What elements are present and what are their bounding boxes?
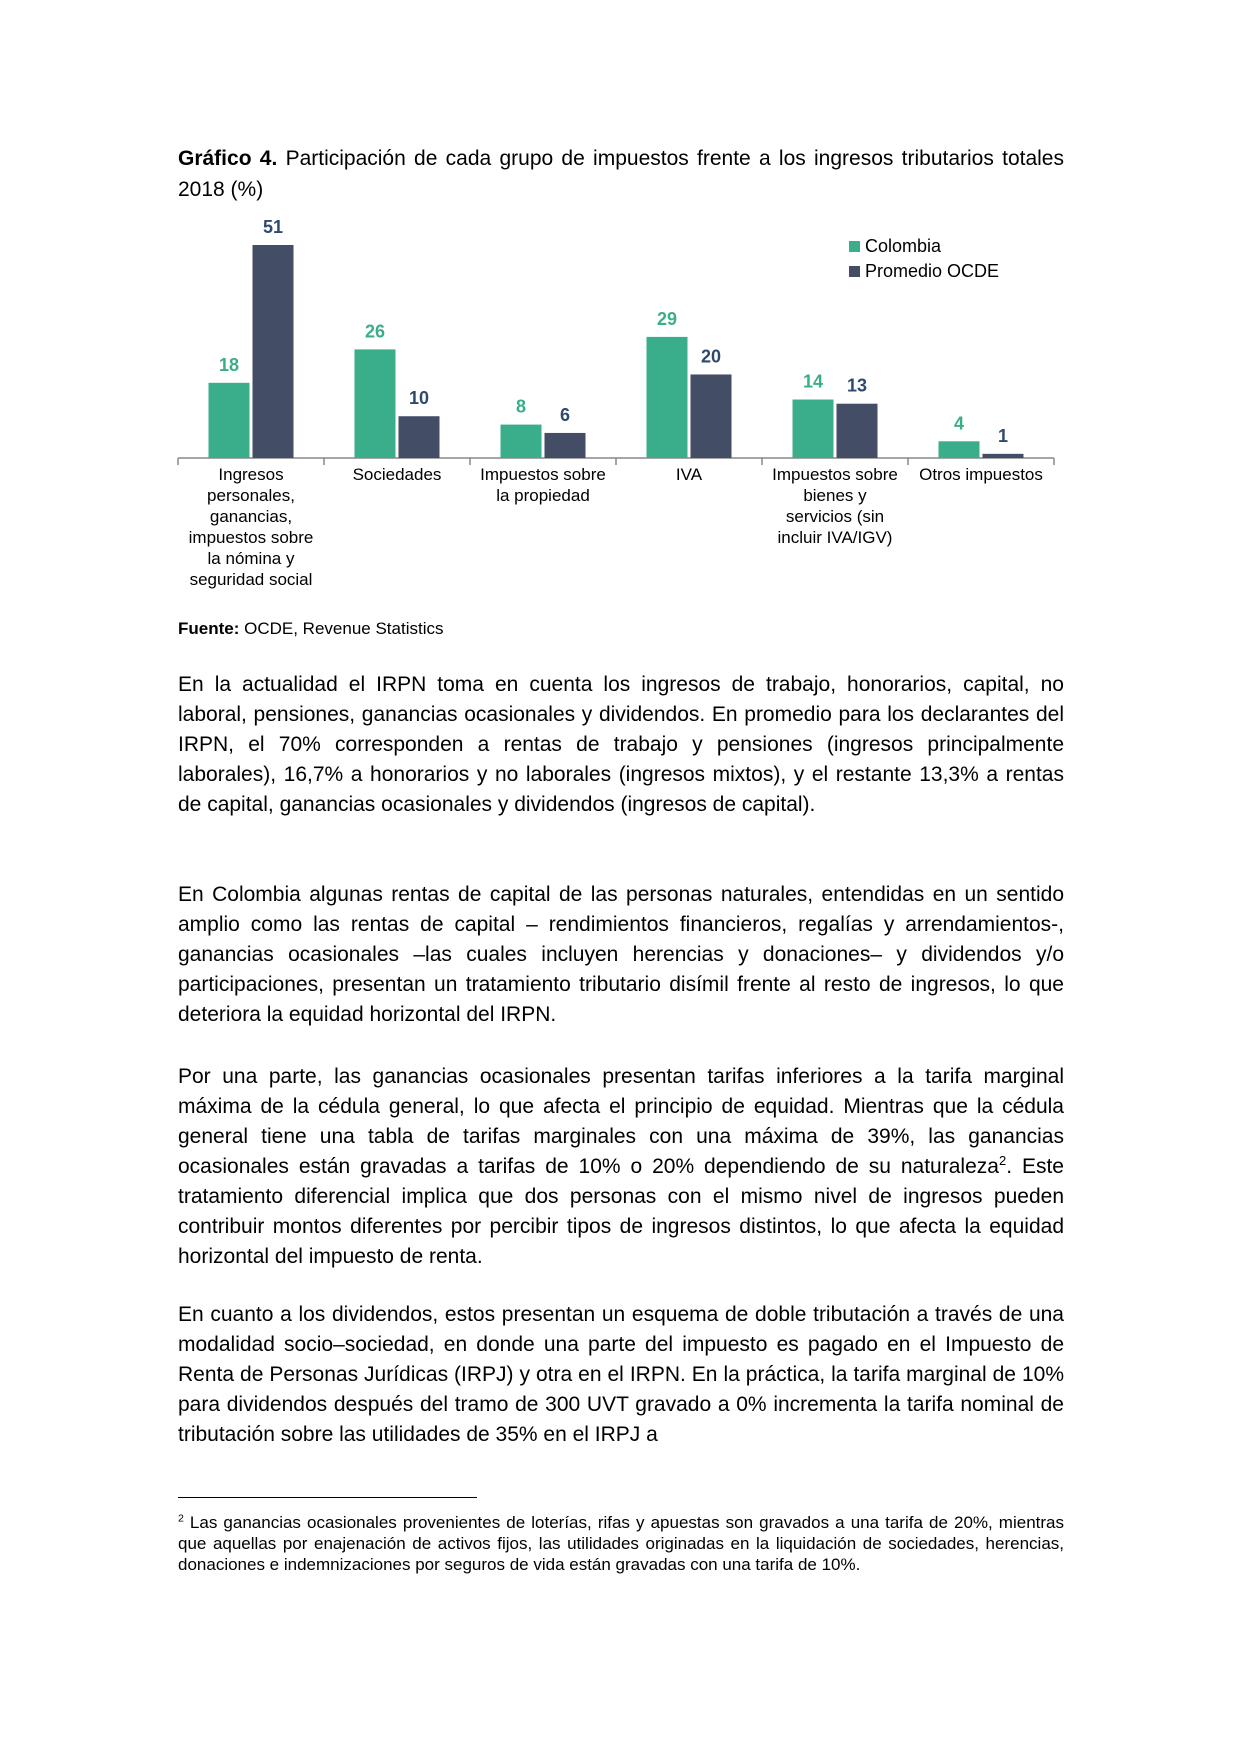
data-label-promedio-ocde: 6 — [559, 404, 571, 425]
figure-caption-text: Participación de cada grupo de impuestos frente a los ingresos tributarios totales 2018 (%) — [178, 147, 1064, 201]
data-label-promedio-ocde: 1 — [997, 425, 1009, 446]
source-label: Fuente: — [178, 619, 240, 638]
figure-source — [178, 618, 443, 640]
data-label-promedio-ocde: 20 — [700, 346, 722, 367]
paragraph-3-text-b: . Este tratamiento diferencial implica que dos personas con el mismo nivel de ingresos pueden contribuir montos diferentes por percibir tipos de ingresos distintos, lo que afecta la equidad horizontal del impuesto de renta. — [178, 1155, 1064, 1268]
bar-promedio-ocde — [253, 245, 294, 458]
bar-colombia — [939, 441, 980, 458]
bar-promedio-ocde — [691, 374, 732, 458]
bar-colombia — [501, 425, 542, 458]
figure-label: Gráfico 4. — [178, 147, 278, 170]
data-label-promedio-ocde: 51 — [262, 217, 284, 237]
footnote-number: 2 — [178, 1512, 184, 1525]
bar-promedio-ocde — [837, 404, 878, 458]
data-label-colombia: 8 — [515, 396, 527, 417]
data-label-colombia: 29 — [656, 308, 678, 329]
bar-chart — [0, 0, 1241, 610]
x-tick-label: Impuestos sobre bienes y servicios (sin incluir IVA/IGV) — [772, 465, 898, 547]
footnote-text: Las ganancias ocasionales provenientes de loterías, rifas y apuestas son gravados a una tarifa de 20%, mientras que aquellas por enajenación de activos fijos, las utilidades originadas en la liquidación de sociedades, herencias, donaciones e indemnizaciones por seguros de vida están gravadas con una tarifa de 10%. — [178, 1513, 1064, 1574]
bar-colombia — [355, 349, 396, 458]
legend-swatch — [849, 266, 860, 277]
data-label-colombia: 26 — [364, 321, 386, 342]
footnote-reference: 2 — [998, 1153, 1007, 1168]
data-label-promedio-ocde: 10 — [408, 388, 430, 409]
x-tick-label: Impuestos sobre la propiedad — [480, 465, 606, 505]
data-label-colombia: 4 — [953, 413, 965, 434]
paragraph-2: En Colombia algunas rentas de capital de las personas naturales, entendidas en un sentido amplio como las rentas de capital – rendimientos financieros, regalías y arrendamientos-, ganancias ocasionales –las cuales incluyen herencias y donaciones– y dividendos y/o participaciones, presentan un tratamiento tributario disímil frente al resto de ingresos, lo que deteriora la equidad horizontal del IRPN. — [178, 883, 1064, 1026]
bar-promedio-ocde — [983, 454, 1024, 458]
paragraph-4: En cuanto a los dividendos, estos presentan un esquema de doble tributación a través de una modalidad socio–sociedad, en donde una parte del impuesto es pagado en el Impuesto de Renta de Personas Jurídicas (IRPJ) y otra en el IRPN. En la práctica, la tarifa marginal de 10% para dividendos después del tramo de 300 UVT gravado a 0% incrementa la tarifa nominal de tributación sobre las utilidades de 35% en el IRPJ a — [178, 1303, 1064, 1446]
data-label-colombia: 14 — [802, 371, 824, 392]
x-tick-label: Otros impuestos — [919, 465, 1043, 484]
legend-entry: Promedio OCDE — [865, 261, 1000, 281]
paragraph-3-text-a: Por una parte, las ganancias ocasionales presentan tarifas inferiores a la tarifa marginal máxima de la cédula general, lo que afecta el principio de equidad. Mientras que la cédula general tiene una tabla de tarifas marginales con una máxima de 39%, las ganancias ocasionales están gravadas a tarifas de 10% o 20% dependiendo de su naturaleza — [178, 1065, 1064, 1178]
x-tick-label: Sociedades — [352, 465, 442, 484]
legend-entry: Colombia — [865, 236, 942, 256]
legend-swatch — [849, 241, 860, 252]
bar-colombia — [647, 337, 688, 458]
footnote — [178, 1512, 1064, 1575]
x-tick-label: Ingresos personales, ganancias, impuestos sobre la nómina y seguridad social — [188, 465, 314, 589]
bar-colombia — [793, 400, 834, 458]
footnote-separator — [178, 1497, 477, 1498]
bar-promedio-ocde — [399, 416, 440, 458]
paragraph-1: En la actualidad el IRPN toma en cuenta los ingresos de trabajo, honorarios, capital, no laboral, pensiones, ganancias ocasionales y dividendos. En promedio para los declarantes del IRPN, el 70% corresponden a rentas de trabajo y pensiones (ingresos principalmente laborales), 16,7% a honorarios y no laborales (ingresos mixtos), y el restante 13,3% a rentas de capital, ganancias ocasionales y dividendos (ingresos de capital). — [178, 673, 1064, 816]
x-tick-label: IVA — [675, 465, 703, 484]
data-label-promedio-ocde: 13 — [846, 375, 868, 396]
bar-colombia — [209, 383, 250, 458]
bar-promedio-ocde — [545, 433, 586, 458]
source-text: OCDE, Revenue Statistics — [244, 619, 444, 638]
data-label-colombia: 18 — [218, 354, 240, 375]
paragraph-3 — [178, 1062, 1064, 1272]
